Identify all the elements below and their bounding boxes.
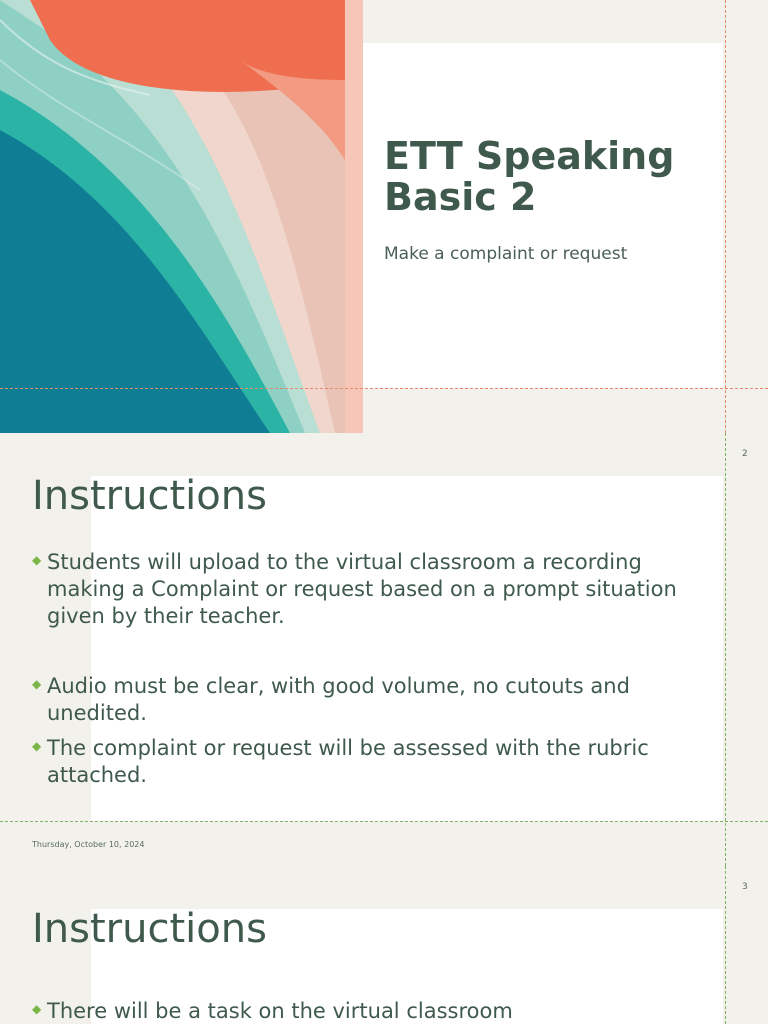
bullet-icon: ◆: [32, 677, 42, 691]
bullet-item: [32, 998, 692, 1024]
bullet-item: [32, 673, 692, 727]
guide-line: [725, 433, 726, 866]
bullet-item: [32, 549, 692, 630]
slide-3: [0, 866, 768, 1024]
guide-line: [725, 866, 726, 1024]
bullet-text: The complaint or request will be assessed with the rubric attached.: [47, 736, 649, 787]
slide-2: [0, 433, 768, 866]
bullet-icon: ◆: [32, 553, 42, 567]
slide-heading: Instructions: [32, 473, 267, 519]
bullet-icon: ◆: [32, 1002, 42, 1016]
bullet-icon: ◆: [32, 739, 42, 753]
bullet-text: Students will upload to the virtual classroom a recording making a Complaint or request based on a prompt situation given by their teacher.: [47, 550, 677, 628]
footer-date: Thursday, October 10, 2024: [32, 840, 145, 849]
bullet-item: [32, 735, 692, 789]
bullet-text: Audio must be clear, with good volume, no cutouts and unedited.: [47, 674, 630, 725]
presentation-subtitle: Make a complaint or request: [384, 244, 628, 264]
bullet-list: [32, 998, 692, 1024]
bullet-text: There will be a task on the virtual classroom: [47, 999, 513, 1023]
presentation-title: ETT Speaking Basic 2: [384, 134, 675, 219]
slide-number: 2: [742, 449, 748, 459]
guide-line: [0, 821, 768, 822]
slide-heading: Instructions: [32, 906, 267, 952]
abstract-wave-image: [0, 0, 363, 433]
bullet-list: [32, 549, 692, 789]
slide-number: 3: [742, 882, 748, 892]
guide-line: [725, 0, 726, 433]
guide-line: [0, 388, 768, 389]
slide-1: [0, 0, 768, 433]
